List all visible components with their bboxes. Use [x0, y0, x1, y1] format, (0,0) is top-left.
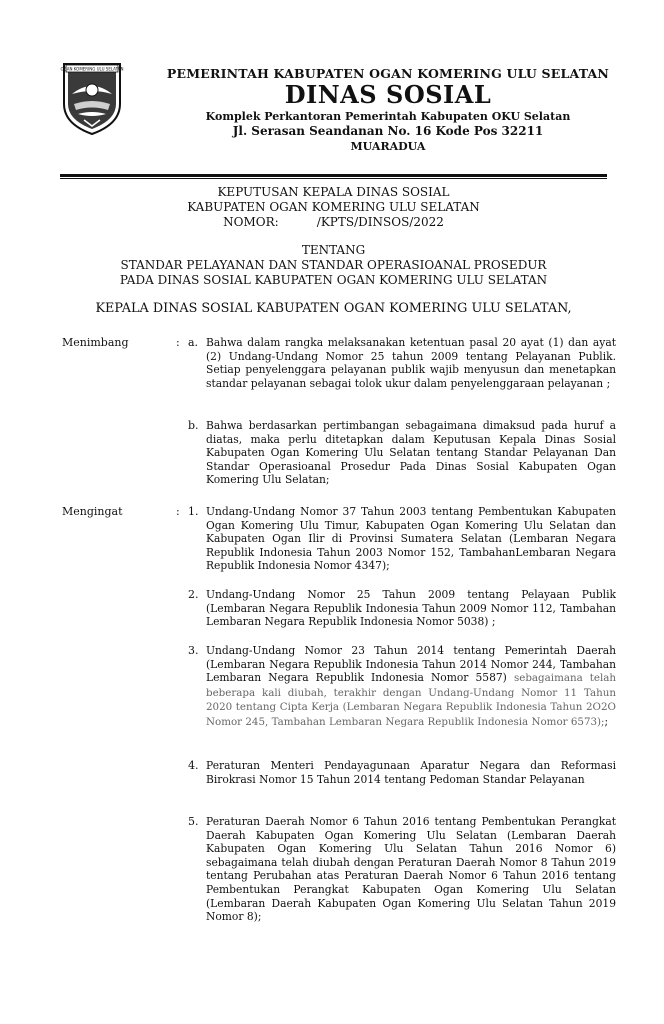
- menimbang-label: Menimbang: [62, 336, 129, 349]
- decree-subject-line-2: PADA DINAS SOSIAL KABUPATEN OGAN KOMERING ULU SELATAN: [119, 273, 548, 287]
- mengingat-marker-3: 3.: [188, 644, 199, 657]
- address-line-2: Jl. Serasan Seandanan No. 16 Kode Pos 32211: [232, 124, 544, 138]
- menimbang-marker-b: b.: [188, 419, 199, 432]
- address-line-1: Komplek Perkantoran Pemerintah Kabupaten OKU Selatan: [205, 110, 571, 123]
- mengingat-item-3: [206, 644, 616, 730]
- mengingat-item-5: Peraturan Daerah Nomor 6 Tahun 2016 tentang Pembentukan Perangkat Daerah Kabupaten Ogan Komering Ulu Selatan (Lembaran Daerah Kabupaten Ogan Komering Ulu Selatan Tahun 2016 Nomor 6) sebagaimana telah diubah dengan Peraturan Daerah Nomor 8 Tahun 2019 tentang Perubahan atas Peraturan Daerah Nomor 6 Tahun 2016 tentang Pembentukan Perangkat Kabupaten Ogan Komering Ulu Selatan (Lembaran Daerah Kabupaten Ogan Komering Ulu Selatan Tahun 2019 Nomor 8);: [206, 815, 616, 924]
- mengingat-marker-1: 1.: [188, 505, 199, 518]
- decree-issuer: KEPALA DINAS SOSIAL KABUPATEN OGAN KOMERING ULU SELATAN,: [95, 301, 572, 316]
- mengingat-item-3-main: Undang-Undang Nomor 23 Tahun 2014 tentang Pemerintah Daerah (Lembaran Negara Republik Indonesia Tahun 2014 Nomor 244, Tambahan Lembaran Negara Republik Indonesia Nomor 5587): [206, 644, 616, 685]
- government-name: PEMERINTAH KABUPATEN OGAN KOMERING ULU SELATAN: [166, 66, 610, 81]
- mengingat-marker-4: 4.: [188, 759, 199, 772]
- decree-number: NOMOR: /KPTS/DINSOS/2022: [223, 215, 444, 229]
- mengingat-label: Mengingat: [62, 505, 123, 518]
- mengingat-item-3-amendment: sebagaimana telah beberapa kali diubah, terakhir dengan Undang-Undang Nomor 11 Tahun 2020 tentang Cipta Kerja (Lembaran Negara Republik Indonesia Tahun 2O2O Nomor 245, Tambahan Lembaran Negara Republik Indonesia Nomor 6573);: [206, 672, 617, 728]
- letterhead-divider-thick: [60, 174, 607, 177]
- regency-emblem-logo: [60, 60, 124, 136]
- mengingat-item-1: Undang-Undang Nomor 37 Tahun 2003 tentang Pembentukan Kabupaten Ogan Komering Ulu Timur, Kabupaten Ogan Komering Ulu Selatan dan Kabupaten Ogan Ilir di Provinsi Sumatera Selatan (Lembaran Negara Republik Indonesia Tahun 2003 Nomor 152, TambahanLembaran Negara Republik Indonesia Nomor 4347);: [206, 505, 616, 573]
- mengingat-marker-5: 5.: [188, 815, 199, 828]
- menimbang-colon: :: [176, 336, 180, 349]
- decree-about: TENTANG: [301, 243, 366, 257]
- mengingat-marker-2: 2.: [188, 588, 199, 601]
- decree-subject-line-1: STANDAR PELAYANAN DAN STANDAR OPERASIOANAL PROSEDUR: [120, 258, 547, 272]
- decree-title-line-2: KABUPATEN OGAN KOMERING ULU SELATAN: [187, 200, 480, 214]
- mengingat-colon: :: [176, 505, 180, 518]
- city-name: MUARADUA: [350, 140, 426, 153]
- mengingat-item-4: Peraturan Menteri Pendayagunaan Aparatur Negara dan Reformasi Birokrasi Nomor 15 Tahun 2014 tentang Pedoman Standar Pelayanan: [206, 759, 616, 786]
- menimbang-item-a: Bahwa dalam rangka melaksanakan ketentuan pasal 20 ayat (1) dan ayat (2) Undang-Undang Nomor 25 tahun 2009 tentang Pelayanan Publik. Setiap penyelenggara pelayanan publik wajib menyusun dan menetapkan standar pelayanan sebagai tolok ukur dalam penyelenggaraan pelayanan ;: [206, 336, 616, 390]
- menimbang-marker-a: a.: [188, 336, 199, 349]
- decree-title-line-1: KEPUTUSAN KEPALA DINAS SOSIAL: [217, 185, 450, 199]
- logo-text: OGAN KOMERING ULU SELATAN: [60, 66, 124, 72]
- agency-name: DINAS SOSIAL: [284, 80, 492, 109]
- mengingat-item-3-tail: ;: [604, 714, 609, 728]
- letterhead-divider-thin: [60, 178, 607, 179]
- menimbang-item-b: Bahwa berdasarkan pertimbangan sebagaimana dimaksud pada huruf a diatas, maka perlu ditetapkan dalam Keputusan Kepala Dinas Sosial Kabupaten Ogan Komering Ulu Selatan tentang Standar Pelayanan Dan Standar Operasioanal Prosedur Pada Dinas Sosial Kabupaten Ogan Komering Ulu Selatan;: [206, 419, 616, 487]
- mengingat-item-2: Undang-Undang Nomor 25 Tahun 2009 tentang Pelayaan Publik (Lembaran Negara Republik Indonesia Tahun 2009 Nomor 112, Tambahan Lembaran Negara Republik Indonesia Nomor 5038) ;: [206, 588, 616, 629]
